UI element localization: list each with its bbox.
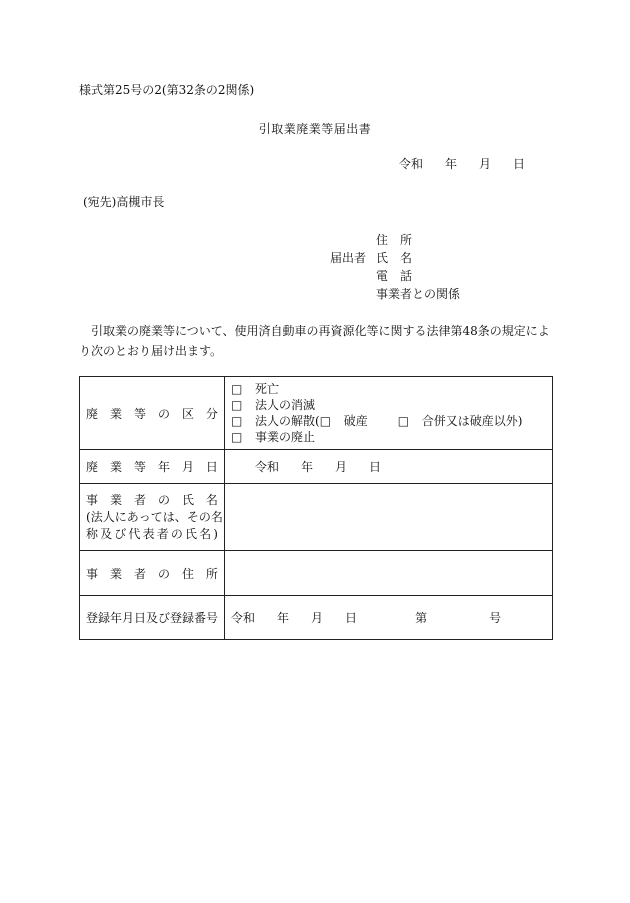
spread-text: 廃 業 等 年 月 日 <box>86 460 218 474</box>
table-row <box>80 377 553 450</box>
discontinuation-type-label <box>80 377 225 450</box>
applicant-address-label: 住 所 <box>376 233 413 247</box>
option-death[interactable]: □ 死亡 <box>231 382 280 396</box>
business-operator-name-label <box>80 484 225 551</box>
registration-info-value[interactable]: 令和 年 月 日 第 号 <box>225 596 553 640</box>
spread-text: 廃 業 等 の 区 分 <box>86 406 218 421</box>
spread-text: 事 業 者 の 住 所 <box>86 566 218 581</box>
discontinuation-type-options <box>225 377 553 450</box>
option-corporate-extinction[interactable]: □ 法人の消滅 <box>231 398 316 412</box>
date-day: 日 <box>513 157 526 171</box>
spread-text: 称 及 び 代 表 者 の 氏 名 ) <box>86 526 218 541</box>
document-title: 引取業廃業等届出書 <box>258 122 372 136</box>
checkbox-icon[interactable]: □ <box>231 398 243 412</box>
applicant-phone-label: 電 話 <box>376 269 413 283</box>
form-table <box>79 376 553 640</box>
registration-info-label <box>80 596 225 640</box>
spread-text: ( 法 人 に あ っ て は 、 そ の 名 <box>86 509 223 524</box>
applicant-name-label: 氏 名 <box>376 251 413 265</box>
registration-number-prefix: 第 <box>415 611 428 625</box>
table-row <box>80 484 553 551</box>
sub-option-merger: 合併又は破産以外) <box>421 414 523 428</box>
date-year: 年 <box>445 157 458 171</box>
date-era: 令和 <box>399 157 424 171</box>
submission-date <box>399 155 525 172</box>
table-row <box>80 450 553 484</box>
business-operator-address-label <box>80 551 225 596</box>
body-text: 引取業の廃業等について、使用済自動車の再資源化等に関する法律第48条の規定により次のとおり届け出ます。 <box>79 324 550 358</box>
sub-option-bankruptcy: 破産 <box>343 414 368 428</box>
discontinuation-date-label <box>80 450 225 484</box>
discontinuation-date-value[interactable]: 令和 年 月 日 <box>225 450 553 484</box>
table-row <box>80 596 553 640</box>
addressee: (宛先)高槻市長 <box>83 195 165 209</box>
business-operator-address-field[interactable] <box>225 551 553 596</box>
checkbox-icon[interactable]: □ <box>231 382 243 396</box>
checkbox-icon[interactable]: □ <box>319 414 332 428</box>
checkbox-icon[interactable]: □ <box>397 414 410 428</box>
registration-number-suffix: 号 <box>489 611 502 625</box>
applicant-relation-label: 事業者との関係 <box>376 287 461 301</box>
applicant-label: 届出者 <box>330 251 367 265</box>
business-operator-name-field[interactable] <box>225 484 553 551</box>
registration-label-text: 登録年月日及び登録番号 <box>86 611 219 625</box>
option-business-abolition[interactable]: □ 事業の廃止 <box>231 430 316 444</box>
form-number: 様式第25号の2(第32条の2関係) <box>79 83 255 97</box>
spread-text: 事 業 者 の 氏 名 <box>86 492 218 507</box>
date-month: 月 <box>479 157 492 171</box>
checkbox-icon[interactable]: □ <box>231 430 243 444</box>
table-row <box>80 551 553 596</box>
option-corporate-dissolution[interactable]: □ 法人の解散(□ 破産 □ 合併又は破産以外) <box>231 414 523 428</box>
checkbox-icon[interactable]: □ <box>231 414 243 428</box>
